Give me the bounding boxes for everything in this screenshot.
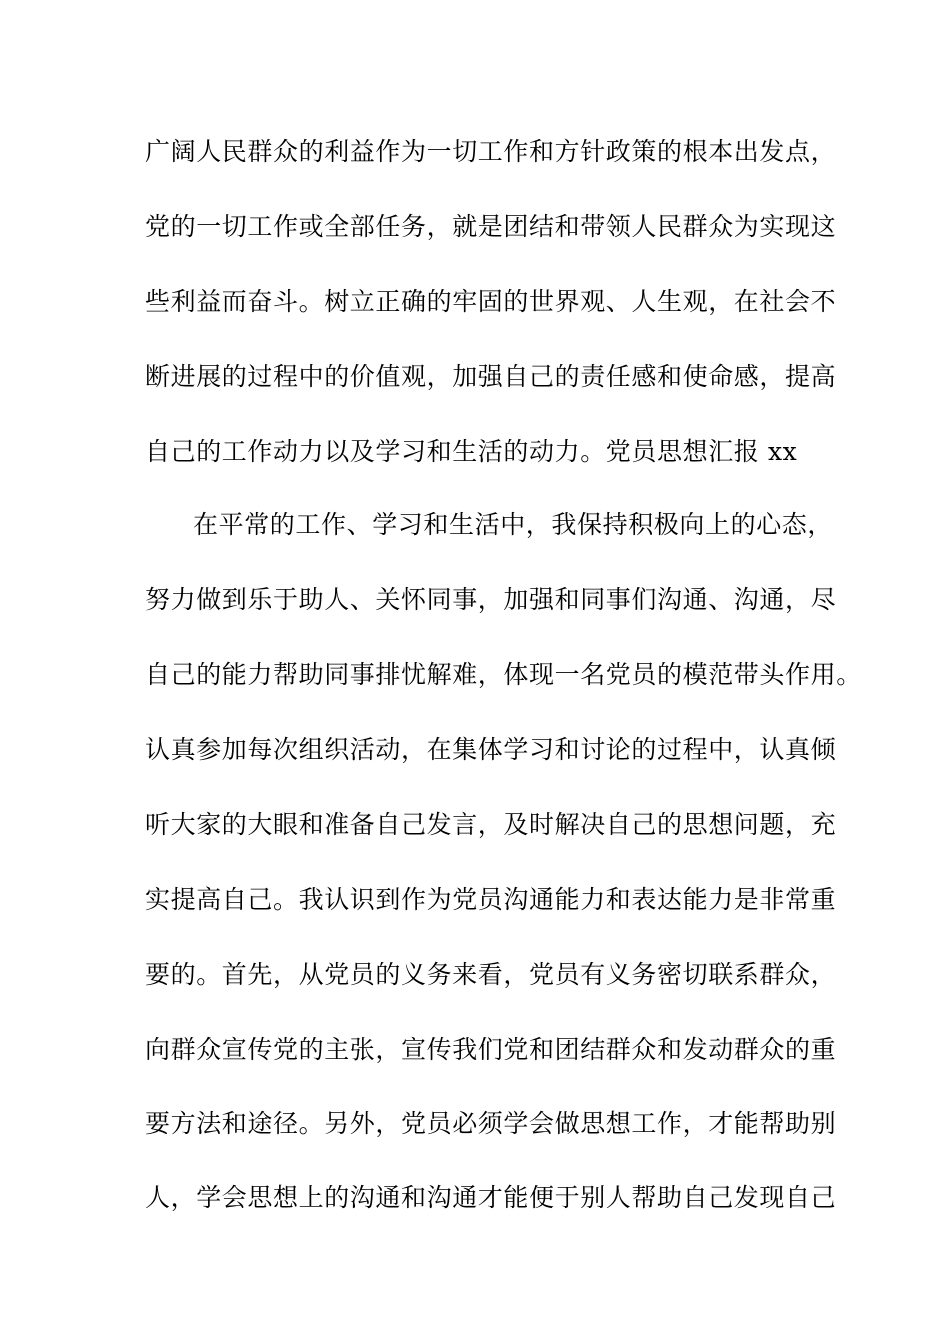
text-line: 努力做到乐于助人、关怀同事，加强和同事们沟通、沟通，尽	[145, 585, 837, 614]
text-line: 些利益而奋斗。树立正确的牢固的世界观、人生观，在社会不	[145, 287, 837, 316]
text-line: 向群众宣传党的主张，宣传我们党和团结群众和发动群众的重	[145, 1035, 837, 1064]
text-line: 党的一切工作或全部任务，就是团结和带领人民群众为实现这	[145, 212, 837, 241]
paragraph-first-line: 在平常的工作、学习和生活中，我保持积极向上的心态，	[193, 510, 834, 539]
text-line: 广阔人民群众的利益作为一切工作和方针政策的根本出发点，	[145, 137, 837, 166]
text-line: 听大家的大眼和准备自己发言，及时解决自己的思想问题，充	[145, 810, 837, 839]
text-line: 认真参加每次组织活动，在集体学习和讨论的过程中，认真倾	[145, 735, 837, 764]
text-line: 人，学会思想上的沟通和沟通才能便于别人帮助自己发现自己	[145, 1183, 837, 1212]
text-line: 自己的能力帮助同事排忧解难，体现一名党员的模范带头作用。	[145, 660, 862, 689]
text-line: 实提高自己。我认识到作为党员沟通能力和表达能力是非常重	[145, 885, 837, 914]
text-line: 要的。首先，从党员的义务来看，党员有义务密切联系群众，	[145, 960, 837, 989]
text-line: 自己的工作动力以及学习和生活的动力。党员思想汇报 xx	[145, 437, 798, 466]
text-line: 断进展的过程中的价值观，加强自己的责任感和使命感，提高	[145, 362, 837, 391]
text-line: 要方法和途径。另外，党员必须学会做思想工作，才能帮助别	[145, 1109, 837, 1138]
